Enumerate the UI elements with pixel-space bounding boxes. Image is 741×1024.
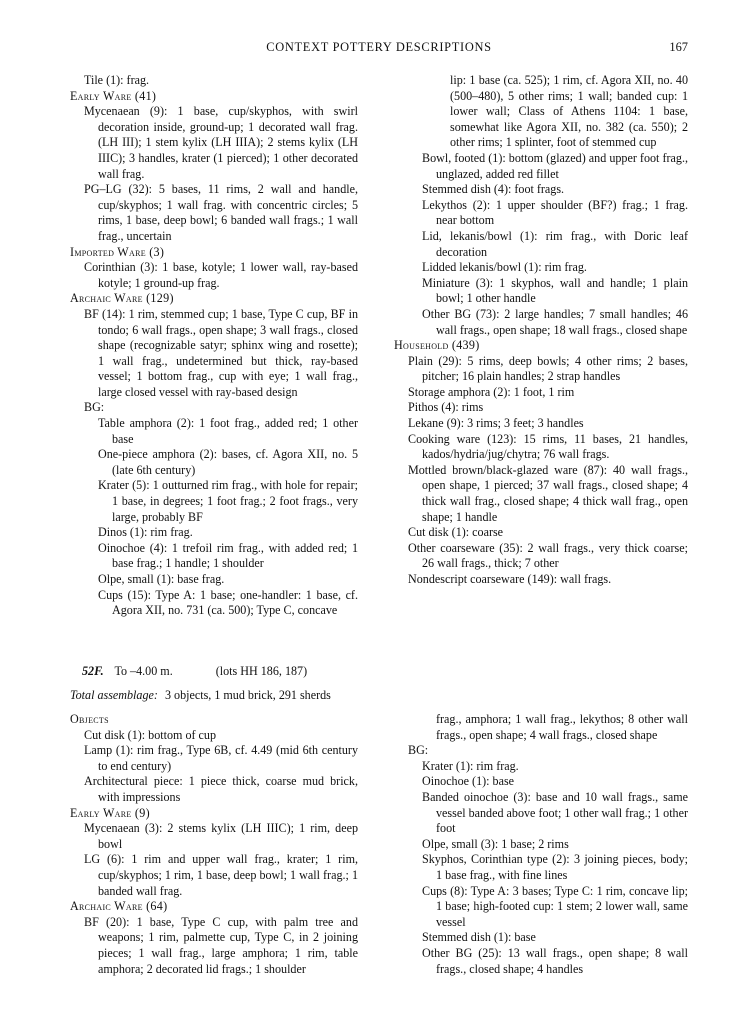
catalog-entry: Cups (15): Type A: 1 base; one-handler: 1 base, cf. Agora XII, no. 731 (ca. 500); Type C, concave [98, 587, 358, 618]
catalog-entry: One-piece amphora (2): bases, cf. Agora XII, no. 5 (late 6th century) [98, 447, 358, 477]
catalog-entry: Oinochoe (1): base [422, 774, 515, 789]
catalog-entry: Nondescript coarseware (149): wall frags. [408, 572, 612, 586]
catalog-entry: Mycenaean (3): 2 stems kylix (LH IIIC); 1 rim, deep bowl [84, 821, 358, 851]
category-heading: Objects [70, 712, 109, 726]
catalog-entry: Oinochoe (4): 1 trefoil rim frag., with added red; 1 base frag.; 1 handle; 1 shoulder [98, 540, 358, 571]
catalog-entry: Other BG (25): 13 wall frags., open shape; 8 wall frags., closed shape; 4 handles [422, 945, 688, 976]
context-depth: To –4.00 m. [114, 664, 173, 678]
running-header [70, 40, 688, 58]
catalog-entry: Stemmed dish (4): foot frags. [422, 182, 565, 197]
upper-right-column [394, 73, 688, 588]
catalog-entry: BG: [84, 400, 105, 415]
catalog-entry: Pithos (4): rims [408, 400, 484, 415]
catalog-entry: Skyphos, Corinthian type (2): 3 joining pieces, body; 1 base frag., with fine lines [422, 852, 688, 882]
catalog-entry: Mottled brown/black-glazed ware (87): 40 wall frags., open shape, 1 pierced; 37 wall frags., closed shape; 4 thick wall frag., closed shape; 4 thick wall frag., open shape; 1 handle [408, 462, 688, 524]
upper-left-column [70, 73, 358, 619]
catalog-entry: PG–LG (32): 5 bases, 11 rims, 2 wall and handle, cup/skyphos; 1 wall frag. with concentric circles; 5 rims, 1 base, deep bowl; 6 banded wall frags.; 1 wall frag., uncertain [84, 182, 358, 243]
context-label: 52F. [82, 664, 104, 678]
catalog-entry: Lidded lekanis/bowl (1): rim frag. [422, 260, 587, 275]
catalog-entry: Cut disk (1): bottom of cup [84, 727, 217, 742]
category-heading: Early Ware (9) [70, 805, 150, 820]
context-heading [82, 664, 307, 680]
catalog-entry: Bowl, footed (1): bottom (glazed) and upper foot frag., unglazed, added red fillet [422, 150, 688, 181]
catalog-entry: Cut disk (1): coarse [408, 525, 504, 540]
catalog-entry: LG (6): 1 rim and upper wall frag., krater; 1 rim, cup/skyphos; 1 rim, 1 base, deep bowl; 1 wall frag.; 1 banded wall frag. [84, 852, 358, 898]
category-heading: Archaic Ware (64) [70, 899, 168, 914]
catalog-entry: Stemmed dish (1): base [422, 930, 536, 945]
catalog-entry: BF (20): 1 base, Type C cup, with palm tree and weapons; 1 rim, palmette cup, Type C, in 2 joining pieces; 1 wall frag., large amphora; 1 rim, table amphora; 2 decorated lid frags.; 1 shoulder [84, 914, 358, 976]
catalog-entry: Miniature (3): 1 skyphos, wall and handle; 1 plain bowl; 1 other handle [422, 275, 688, 306]
lower-left-column [70, 712, 358, 977]
catalog-entry: Krater (1): rim frag. [422, 758, 519, 773]
catalog-entry: Olpe, small (1): base frag. [98, 572, 225, 586]
category-heading: Household (439) [394, 338, 480, 353]
catalog-entry: BG: [408, 743, 429, 758]
catalog-entry: Banded oinochoe (3): base and 10 wall frags., same vessel banded above foot; 1 other wall frag.; 1 other foot [422, 789, 688, 836]
catalog-entry: Tile (1): frag. [84, 73, 150, 87]
category-heading: Archaic Ware (129) [70, 291, 174, 306]
catalog-entry: Other coarseware (35): 2 wall frags., very thick coarse; 26 wall frags., thick; 7 other [408, 540, 688, 571]
catalog-entry: Corinthian (3): 1 base, kotyle; 1 lower wall, ray-based kotyle; 1 ground-up frag. [84, 260, 358, 290]
catalog-entry: Lekythos (2): 1 upper shoulder (BF?) frag.; 1 frag. near bottom [422, 197, 688, 228]
lower-right-column [394, 712, 688, 977]
page-number: 167 [669, 40, 688, 54]
catalog-entry: Plain (29): 5 rims, deep bowls; 4 other rims; 2 bases, pitcher; 16 plain handles; 2 strap handles [408, 353, 688, 384]
catalog-entry: Mycenaean (9): 1 base, cup/skyphos, with swirl decoration inside, ground-up; 1 decorated wall frag. (LH III); 1 stem kylix (LH IIIA); 2 stems kylix (LH IIIC); 3 handles, krater (1 pierced); 1 other decorated wall frag. [84, 104, 358, 181]
running-title: CONTEXT POTTERY DESCRIPTIONS [266, 40, 492, 54]
catalog-entry: Architectural piece: 1 piece thick, coarse mud brick, with impressions [84, 774, 358, 804]
catalog-entry: Dinos (1): rim frag. [98, 525, 193, 540]
catalog-entry: Cups (8): Type A: 3 bases; Type C: 1 rim, concave lip; 1 base; high-footed cup: 1 stem; 2 lower wall, same vessel [422, 883, 688, 929]
category-heading: Early Ware (41) [70, 88, 157, 103]
total-assemblage [70, 688, 331, 704]
catalog-entry: Lamp (1): rim frag., Type 6B, cf. 4.49 (mid 6th century to end century) [84, 743, 358, 773]
catalog-entry: Lekane (9): 3 rims; 3 feet; 3 handles [408, 416, 584, 431]
catalog-entry: Table amphora (2): 1 foot frag., added red; 1 other base [98, 416, 358, 446]
catalog-entry: Other BG (73): 2 large handles; 7 small handles; 46 wall frags., open shape; 18 wall frags., closed shape [422, 306, 688, 337]
catalog-entry: Lid, lekanis/bowl (1): rim frag., with Doric leaf decoration [422, 228, 688, 259]
catalog-entry: Cooking ware (123): 15 rims, 11 bases, 21 handles, kados/hydria/jug/chytra; 76 wall frags. [408, 431, 688, 462]
catalog-entry: Storage amphora (2): 1 foot, 1 rim [408, 384, 575, 399]
catalog-entry: BF (14): 1 rim, stemmed cup; 1 base, Type C cup, BF in tondo; 6 wall frags., open shape; 3 wall frags., closed shape (recognizable satyr; sphinx wing and rosette); 1 wall frag., undetermined but thick, ray-based vessel; 1 bottom frag., cup with eye; 1 wall frag., large closed vessel with ray-based design [84, 306, 358, 399]
catalog-entry: frag., amphora; 1 wall frag., lekythos; 8 other wall frags., open shape; 4 wall frags., closed shape [436, 712, 688, 742]
context-lots: (lots HH 186, 187) [215, 664, 308, 678]
catalog-entry: lip: 1 base (ca. 525); 1 rim, cf. Agora XII, no. 40 (500–480), 5 other rims; 1 wall; banded cup: 1 lower wall; Class of Athens 1104: 1 base, somewhat like Agora XII, no. 382 (ca. 550); 2 other rims; 1 splinter, foot of stemmed cup [450, 73, 688, 150]
catalog-entry: Olpe, small (3): 1 base; 2 rims [422, 836, 569, 851]
category-heading: Imported Ware (3) [70, 244, 165, 259]
total-assemblage-label: Total assemblage: [70, 688, 158, 702]
catalog-entry: Krater (5): 1 outturned rim frag., with hole for repair; 1 base, in degrees; 1 foot frag.; 2 foot frags., very large, probably BF [98, 478, 358, 524]
total-assemblage-text: 3 objects, 1 mud brick, 291 sherds [164, 688, 331, 702]
